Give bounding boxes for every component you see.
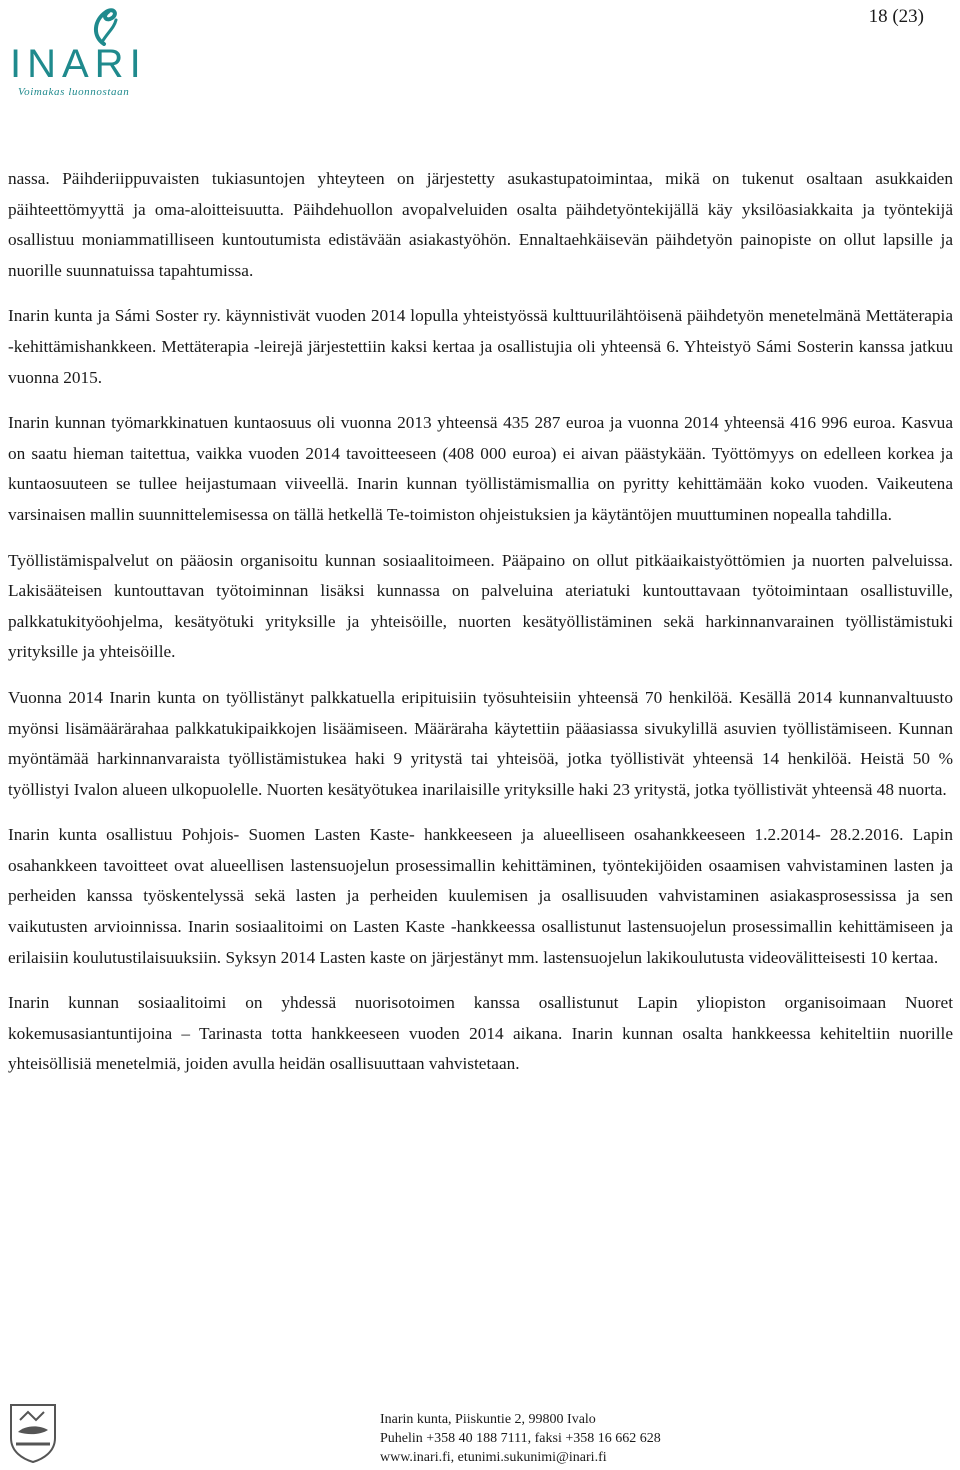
logo-word: INARI <box>10 42 147 86</box>
paragraph: nassa. Päihderiippuvaisten tukiasuntojen yhteyteen on järjestetty asukastupatoimintaa, mikä on tukenut osaltaan asukkaiden päihteettömyyttä ja oma-aloitteisuutta. Päihdehuollon avopalveluiden osalta päihdetyöntekijällä käy yksilöasiakkaita ja työntekijä osallistuu moniammatilliseen kuntoutumista edistävään asiakastyöhön. Ennaltaehkäisevän päihdetyön painopiste on ollut lapsille ja nuorille suunnatuissa tapahtumissa. <box>8 169 953 280</box>
paragraph: Inarin kunta ja Sámi Soster ry. käynnistivät vuoden 2014 lopulla yhteistyössä kulttuurilähtöisenä päihdetyön menetelmänä Mettäterapia -kehittämishankkeen. Mettäterapia -leirejä järjestettiin kaksi kertaa ja osallistujia oli yhteensä 6. Yhteistyö Sámi Sosterin kanssa jatkuu vuonna 2015. <box>8 306 953 387</box>
paragraph: Työllistämispalvelut on pääosin organisoitu kunnan sosiaalitoimeen. Pääpaino on ollut pitkäaikaistyöttömien ja nuorten palveluissa. Lakisääteisen kuntouttavan työtoiminnan lisäksi kunnassa on palveluina ateriatuki kuntouttavaan työtoimintaan osallistuville, palkkatukityöohjelma, kesätyötuki yrityksille ja yhteisöille, nuorten kesätyöllistäminen sekä harkinnanvarainen työllistämistuki yrityksille ja yhteisöille. <box>8 550 953 662</box>
inari-logo <box>8 2 178 102</box>
footer-phone: Puhelin +358 40 188 7111, faksi +358 16 662 628 <box>380 1431 661 1446</box>
page-number: 18 (23) <box>868 6 924 27</box>
page-footer <box>380 1410 661 1467</box>
coat-of-arms-icon <box>8 1402 58 1464</box>
logo-swirl-icon <box>84 2 124 46</box>
document-body <box>8 164 953 1095</box>
paragraph: Vuonna 2014 Inarin kunta on työllistänyt palkkatuella eripituisiin työsuhteisiin yhteensä 70 henkilöä. Kesällä 2014 kunnanvaltuusto myönsi lisämäärärahaa palkkatukipaikkojen lisäämiseen. Määräraha käytettiin pääasiassa sivukylillä asuvien työllistämiseen. Kunnan myöntämää harkinnanvaraista työllistämistukea haki 9 yritystä tai yhteisöä, jotka työllistivät yhteensä 14 henkilöä. Heistä 50 % työllistyi Ivalon alueen ulkopuolelle. Nuorten kesätyötukea inarilaisille yrityksille haki 23 yritystä, jotka työllistivät yhteensä 48 nuorta. <box>8 687 953 799</box>
logo-tagline: Voimakas luonnostaan <box>18 86 130 98</box>
footer-address: Inarin kunta, Piiskuntie 2, 99800 Ivalo <box>380 1412 596 1427</box>
footer-web: www.inari.fi, etunimi.sukunimi@inari.fi <box>380 1450 607 1465</box>
paragraph: Inarin kunta osallistuu Pohjois- Suomen Lasten Kaste- hankkeeseen ja alueelliseen osahankkeeseen 1.2.2014- 28.2.2016. Lapin osahankkeen tavoitteet ovat alueellisen lastensuojelun prosessimallin kehittäminen, työntekijöiden osaamisen vahvistaminen lasten ja perheiden kanssa työskentelyssä sekä lasten ja perheiden kuulemisen ja osallisuuden vahvistaminen asiakasprosessissa ja sen vaikutusten arvioinnissa. Inarin sosiaalitoimi on Lasten Kaste -hankkeessa osallistunut lastensuojelun prosessimallin kehittämiseen ja erilaisiin koulutustilaisuuksiin. Syksyn 2014 Lasten kaste on järjestänyt mm. lastensuojelun lakikoulutusta videovälitteisesti 10 kertaa. <box>8 825 953 967</box>
paragraph: Inarin kunnan työmarkkinatuen kuntaosuus oli vuonna 2013 yhteensä 435 287 euroa ja vuonna 2014 yhteensä 416 996 euroa. Kasvua on saatu hieman taitettua, vaikka vuoden 2014 tavoitteeseen (408 000 euroa) ei aivan päästykään. Työttömyys on edelleen korkea ja kuntaosuuteen se tullee heijastumaan viiveellä. Inarin kunnan työllistämismallia on pyritty kehittämään koko vuoden. Vaikeutena varsinaisen mallin suunnittelemisessa on tällä hetkellä Te-toimiston ohjeistuksien ja käytäntöjen muuttuminen nopealla tahdilla. <box>8 413 953 524</box>
paragraph: Inarin kunnan sosiaalitoimi on yhdessä nuorisotoimen kanssa osallistunut Lapin yliopiston organisoimaan Nuoret kokemusasiantuntijoina – Tarinasta totta hankkeeseen vuoden 2014 aikana. Inarin kunnan osalta hankkeessa kehiteltiin nuorille yhteisöllisiä menetelmiä, joiden avulla heidän osallisuuttaan vahvistetaan. <box>8 993 953 1074</box>
